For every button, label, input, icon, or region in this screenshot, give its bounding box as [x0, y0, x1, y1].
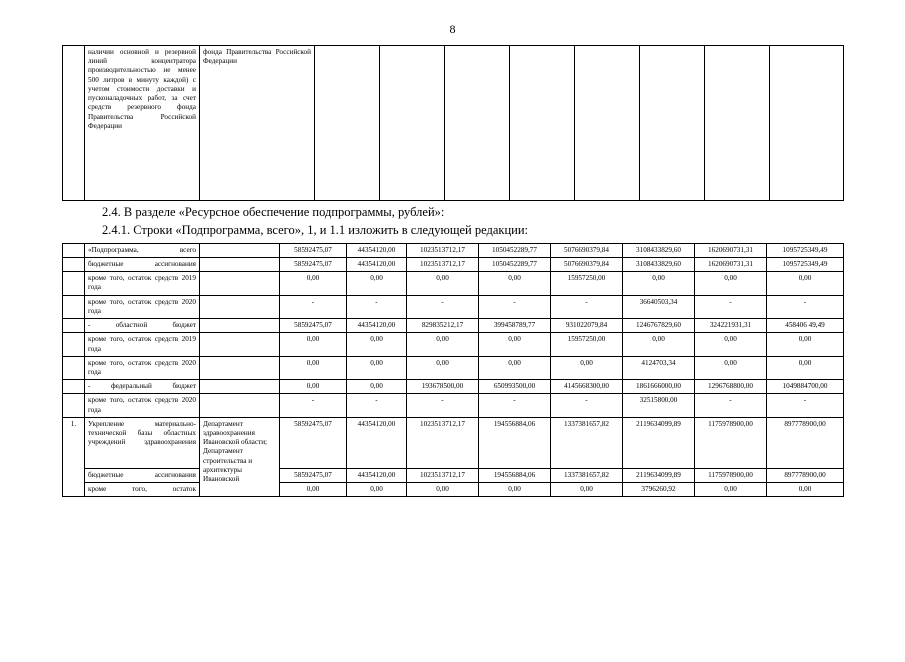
row-value: 1620690731,31 — [695, 243, 767, 257]
row-value: 0,00 — [347, 380, 407, 394]
cell-value — [445, 46, 510, 201]
row-value: 1049884700,00 — [767, 380, 844, 394]
row-value: 0,00 — [479, 483, 551, 497]
row-name: кроме того, остаток средств 2019 года — [85, 272, 200, 295]
executor-dept-construction: Департамент строительства и архитектуры Ивановской — [203, 447, 253, 484]
row-value: - — [347, 394, 407, 417]
row-name: - областной бюджет — [85, 319, 200, 333]
resource-support-table — [62, 243, 844, 498]
row-value: 0,00 — [407, 483, 479, 497]
table-row — [63, 333, 844, 356]
row-value: 0,00 — [407, 272, 479, 295]
row-value: - — [407, 295, 479, 318]
row-value: 0,00 — [280, 272, 347, 295]
cell-value — [380, 46, 445, 201]
table-row — [63, 295, 844, 318]
row-value: 1023513712,17 — [407, 468, 479, 482]
row-value: 0,00 — [479, 272, 551, 295]
row-value: 0,00 — [695, 356, 767, 379]
row-value: 0,00 — [479, 333, 551, 356]
row-value: - — [280, 394, 347, 417]
row-value: 58592475,07 — [280, 257, 347, 271]
row-value: - — [479, 295, 551, 318]
row-executor — [200, 380, 280, 394]
row-value: 399458789,77 — [479, 319, 551, 333]
row-executor — [200, 243, 280, 257]
cell-value — [315, 46, 380, 201]
row-value: 193678500,00 — [407, 380, 479, 394]
row-value: - — [551, 295, 623, 318]
row-value: 1050452289,77 — [479, 243, 551, 257]
row-value: 0,00 — [479, 356, 551, 379]
row-name: кроме того, остаток средств 2019 года — [85, 333, 200, 356]
row-number — [63, 394, 85, 417]
row-name: бюджетные ассигнования — [85, 468, 200, 482]
row-value: 0,00 — [407, 333, 479, 356]
row-value: 0,00 — [280, 483, 347, 497]
executor-dept-health: Департамент здравоохранения Ивановской области; — [203, 419, 268, 447]
table-row — [63, 257, 844, 271]
row-value: 15957250,00 — [551, 272, 623, 295]
row-value: - — [767, 295, 844, 318]
row-value: 5076690379,84 — [551, 243, 623, 257]
row-value: 15957250,00 — [551, 333, 623, 356]
row-value: 1861666000,00 — [623, 380, 695, 394]
row-value: 3796260,92 — [623, 483, 695, 497]
row-value: 1023513712,17 — [407, 257, 479, 271]
row-value: - — [479, 394, 551, 417]
row-value: 1296768800,00 — [695, 380, 767, 394]
row-number — [63, 356, 85, 379]
row-value: 897778900,00 — [767, 417, 844, 468]
row-value: 0,00 — [767, 483, 844, 497]
row-value: 44354120,00 — [347, 319, 407, 333]
row-number — [63, 243, 85, 257]
document-page — [0, 22, 905, 662]
continued-table — [62, 45, 844, 201]
row-value: 0,00 — [407, 356, 479, 379]
paragraph-2-4-1: 2.4.1. Строки «Подпрограмма, всего», 1, и 1.1 изложить в следующей редакции: — [102, 222, 529, 237]
row-value: 58592475,07 — [280, 319, 347, 333]
row-value: 0,00 — [347, 483, 407, 497]
page-content — [62, 45, 843, 497]
row-number: 1. — [63, 417, 85, 496]
row-value: 1620690731,31 — [695, 257, 767, 271]
row-value: 4124703,34 — [623, 356, 695, 379]
row-value: 650993500,00 — [479, 380, 551, 394]
table-row — [63, 380, 844, 394]
row-value: 0,00 — [695, 272, 767, 295]
page-number: 8 — [449, 22, 456, 36]
row-value: 3108433829,60 — [623, 257, 695, 271]
row-value: 44354120,00 — [347, 417, 407, 468]
row-value: 0,00 — [280, 380, 347, 394]
row-name: Укрепление материально-технической базы областных учреждений здравоохранения — [85, 417, 200, 468]
cell-executor: фонда Правительства Российской Федерации — [200, 46, 315, 201]
row-value: 5076690379,84 — [551, 257, 623, 271]
row-value: 324221931,31 — [695, 319, 767, 333]
row-value: 458406 49,49 — [767, 319, 844, 333]
row-value: - — [551, 394, 623, 417]
row-value: 2119634099,89 — [623, 417, 695, 468]
row-value: 0,00 — [623, 333, 695, 356]
row-value: 931022079,84 — [551, 319, 623, 333]
row-executor — [200, 295, 280, 318]
cell-row-number — [63, 46, 85, 201]
row-value: 194556884,06 — [479, 417, 551, 468]
row-value: 0,00 — [347, 333, 407, 356]
table-row — [63, 417, 844, 468]
row-value: 1337381657,82 — [551, 468, 623, 482]
row-value: 58592475,07 — [280, 243, 347, 257]
row-value: 58592475,07 — [280, 468, 347, 482]
row-value: 0,00 — [623, 272, 695, 295]
table-row — [63, 46, 844, 201]
row-number — [63, 333, 85, 356]
row-executor — [200, 417, 280, 496]
row-executor — [200, 356, 280, 379]
paragraph-2-4: 2.4. В разделе «Ресурсное обеспечение подпрограммы, рублей»: — [102, 205, 445, 219]
row-value: 897778900,00 — [767, 468, 844, 482]
row-name: «Подпрограмма, всего — [85, 243, 200, 257]
row-value: 4145668300,00 — [551, 380, 623, 394]
row-value: 0,00 — [767, 356, 844, 379]
row-value: 1246767829,60 — [623, 319, 695, 333]
row-value: 32515800,00 — [623, 394, 695, 417]
row-value: 0,00 — [551, 356, 623, 379]
row-value: 3108433829,60 — [623, 243, 695, 257]
table-row — [63, 319, 844, 333]
cell-description: наличии основной и резервной линий концентратора производительностью не менее 500 литров в минуту каждой) с учетом стоимости доставки и пусконаладочных работ, за счет средств резервного фонда Правительства Российской Федерации — [85, 46, 200, 201]
cell-value — [770, 46, 844, 201]
row-value: 2119634099,89 — [623, 468, 695, 482]
row-value: 1095725349,49 — [767, 243, 844, 257]
row-value: 194556884,06 — [479, 468, 551, 482]
row-value: - — [695, 394, 767, 417]
row-value: 1095725349,49 — [767, 257, 844, 271]
cell-value — [640, 46, 705, 201]
row-value: 1023513712,17 — [407, 417, 479, 468]
row-value: 0,00 — [767, 272, 844, 295]
row-value: 0,00 — [695, 483, 767, 497]
row-value: 0,00 — [347, 272, 407, 295]
row-value: 0,00 — [695, 333, 767, 356]
row-name: кроме того, остаток средств 2020 года — [85, 295, 200, 318]
row-executor — [200, 319, 280, 333]
row-name: кроме того, остаток — [85, 483, 200, 497]
row-value: 1337381657,82 — [551, 417, 623, 468]
row-value: 1023513712,17 — [407, 243, 479, 257]
row-value: - — [280, 295, 347, 318]
row-value: 0,00 — [347, 356, 407, 379]
row-value: - — [347, 295, 407, 318]
row-executor — [200, 333, 280, 356]
row-value: 0,00 — [280, 333, 347, 356]
row-value: 36640503,34 — [623, 295, 695, 318]
table-row — [63, 272, 844, 295]
row-name: бюджетные ассигнования — [85, 257, 200, 271]
row-executor — [200, 257, 280, 271]
row-value: 0,00 — [280, 356, 347, 379]
table-row — [63, 483, 844, 497]
row-number — [63, 295, 85, 318]
row-name: - федеральный бюджет — [85, 380, 200, 394]
row-number — [63, 319, 85, 333]
cell-value — [705, 46, 770, 201]
table-row — [63, 356, 844, 379]
row-value: 1175978900,00 — [695, 417, 767, 468]
row-value: - — [695, 295, 767, 318]
row-value: 44354120,00 — [347, 468, 407, 482]
row-name: кроме того, остаток средств 2020 года — [85, 394, 200, 417]
row-value: 44354120,00 — [347, 257, 407, 271]
row-number — [63, 380, 85, 394]
table-row — [63, 243, 844, 257]
table-row — [63, 394, 844, 417]
table-row — [63, 468, 844, 482]
cell-value — [510, 46, 575, 201]
row-executor — [200, 272, 280, 295]
row-value: 829835212,17 — [407, 319, 479, 333]
cell-value — [575, 46, 640, 201]
row-number — [63, 257, 85, 271]
row-value: - — [767, 394, 844, 417]
row-value: 0,00 — [551, 483, 623, 497]
row-value: 1175978900,00 — [695, 468, 767, 482]
row-name: кроме того, остаток средств 2020 года — [85, 356, 200, 379]
row-value: 1050452289,77 — [479, 257, 551, 271]
row-executor — [200, 394, 280, 417]
row-value: 0,00 — [767, 333, 844, 356]
row-value: 58592475,07 — [280, 417, 347, 468]
row-number — [63, 272, 85, 295]
row-value: 44354120,00 — [347, 243, 407, 257]
row-value: - — [407, 394, 479, 417]
